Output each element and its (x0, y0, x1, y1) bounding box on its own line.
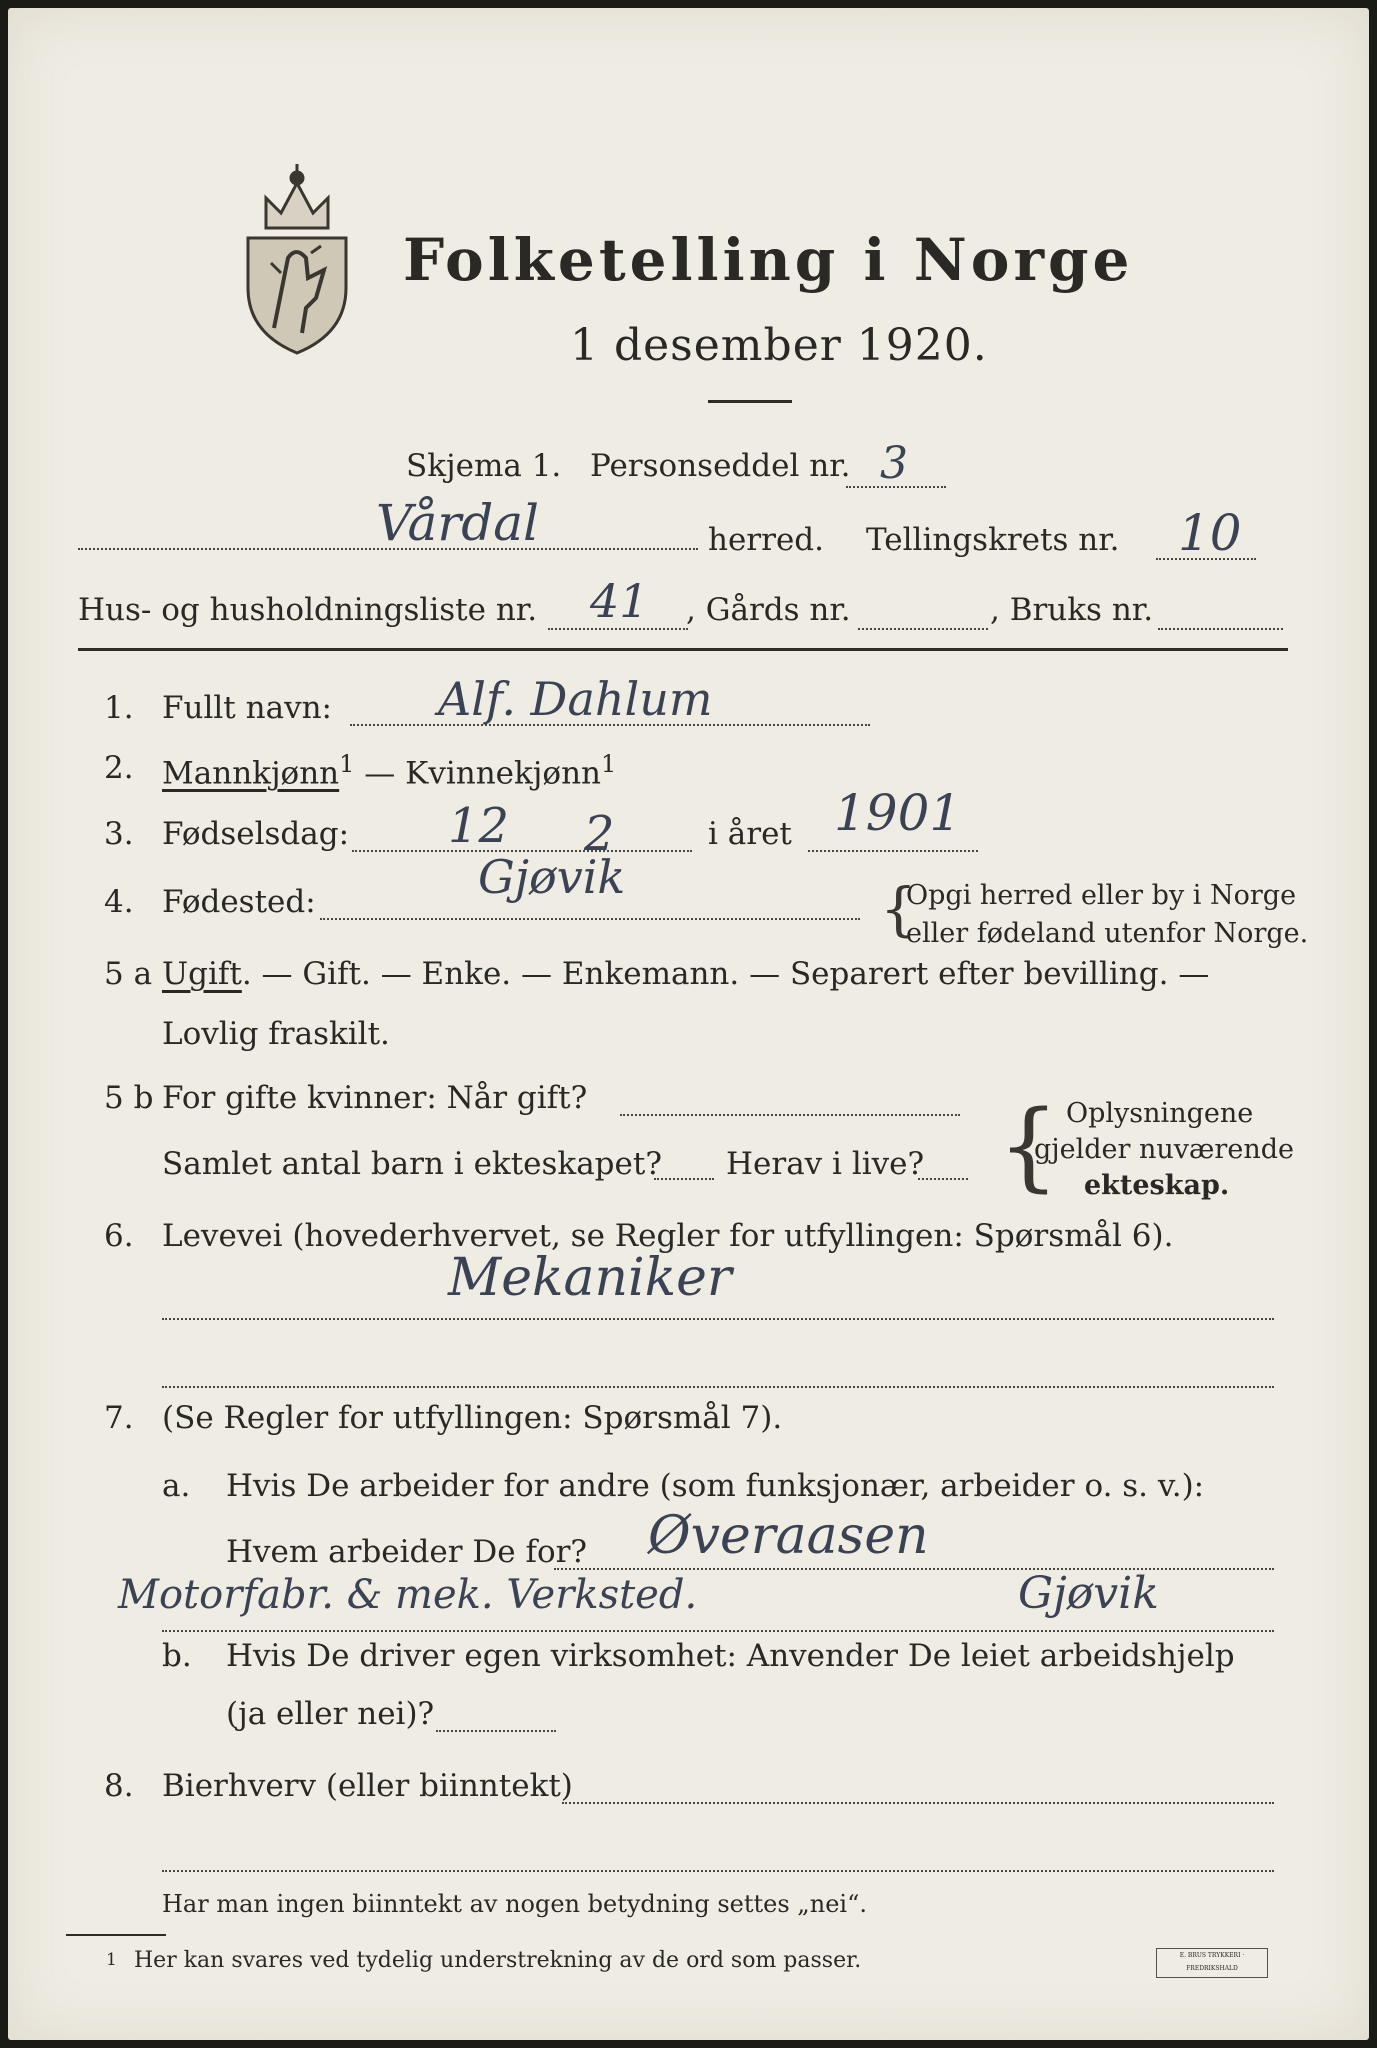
husliste-line (548, 628, 688, 630)
personseddel-label: Personseddel nr. (590, 448, 851, 484)
header-rule (78, 648, 1288, 651)
q8-line1 (562, 1802, 1274, 1804)
q6-number: 6. (104, 1218, 134, 1254)
q7-label: (Se Regler for utfyllingen: Spørsmål 7). (162, 1400, 783, 1436)
q7a-who-label: Hvem arbeider De for? (226, 1534, 588, 1570)
q8-number: 8. (104, 1768, 134, 1804)
q3-year-label: i året (708, 816, 792, 852)
q2-separator: — (354, 755, 406, 792)
q4-note-line1: Opgi herred eller by i Norge (906, 880, 1297, 911)
q5b-alive-line (918, 1178, 968, 1180)
q2-male-option: Mannkjønn (162, 755, 340, 792)
q5b-note-line2: gjelder nuværende (1034, 1134, 1294, 1165)
q2-female-option: Kvinnekjønn (405, 755, 602, 792)
title-divider (708, 400, 792, 403)
q8-note: Har man ingen biinntekt av nogen betydning settes „nei“. (162, 1890, 867, 1918)
q5a-line2: Lovlig fraskilt. (162, 1016, 390, 1052)
q6-occupation-value: Mekaniker (448, 1248, 732, 1308)
footnote-text: Her kan svares ved tydelig understrekning av de ord som passer. (134, 1948, 862, 1973)
q3-month-value: 2 (584, 806, 615, 862)
q3-label: Fødselsdag: (162, 816, 350, 852)
husliste-label: Hus- og husholdningsliste nr. (78, 592, 538, 628)
q1-number: 1. (104, 690, 134, 726)
coat-of-arms-icon (236, 158, 358, 358)
q5b-note-line1: Oplysningene (1066, 1098, 1254, 1129)
q5a-ugift-option: Ugift (162, 956, 242, 992)
tellingskrets-label: Tellingskrets nr. (866, 522, 1120, 558)
q5a-number: 5 a (104, 956, 153, 992)
footnote-mark: 1 (106, 1950, 117, 1970)
q5b-alive-label: Herav i live? (726, 1146, 925, 1182)
q2-male-footnote-mark: 1 (339, 750, 355, 778)
q5a-marital-options (162, 956, 1209, 992)
q2-female-footnote-mark: 1 (601, 750, 617, 778)
bruks-line (1158, 628, 1283, 630)
q3-number: 3. (104, 816, 134, 852)
personseddel-value: 3 (880, 438, 908, 489)
q7a-employer-detail-value: Motorfabr. & mek. Verksted. (118, 1572, 698, 1618)
q5b-when-married-label: For gifte kvinner: Når gift? (162, 1080, 588, 1116)
q4-note-brace: { (880, 875, 917, 943)
q8-line2 (162, 1870, 1274, 1872)
gards-label: , Gårds nr. (686, 592, 851, 628)
q5b-note-brace: { (998, 1090, 1060, 1202)
bruks-label: , Bruks nr. (990, 592, 1154, 628)
form-title: Folketelling i Norge (403, 226, 1134, 294)
q3-year-line (808, 850, 978, 852)
q3-day-value: 12 (448, 798, 510, 854)
q5b-number: 5 b (104, 1080, 154, 1116)
q5b-note-line3: ekteskap. (1084, 1170, 1230, 1201)
q5b-children-line (654, 1178, 714, 1180)
q7a-employer-value: Øveraasen (648, 1506, 929, 1566)
printer-stamp: E. BRUS TRYKKERI · FREDRIKSHALD (1156, 1948, 1268, 1978)
q2-number: 2. (104, 750, 134, 786)
q6-line2 (162, 1386, 1274, 1388)
q5a-other-options: . — Gift. — Enke. — Enkemann. — Separert efter bevilling. — (241, 956, 1210, 992)
q7-number: 7. (104, 1400, 134, 1436)
q7b-label: Hvis De driver egen virksomhet: Anvender De leiet arbeidshjelp (226, 1638, 1235, 1674)
q4-number: 4. (104, 884, 134, 920)
q5b-when-line (620, 1114, 960, 1116)
q7b-line (436, 1730, 556, 1732)
q4-line (320, 918, 860, 920)
q6-label: Levevei (hovederhvervet, se Regler for utfyllingen: Spørsmål 6). (162, 1218, 1174, 1254)
husliste-value: 41 (590, 574, 649, 628)
q7a-label: Hvis De arbeider for andre (som funksjonær, arbeider o. s. v.): (226, 1468, 1205, 1504)
census-form (8, 8, 1369, 2040)
q5b-children-label: Samlet antal barn i ekteskapet? (162, 1146, 662, 1182)
q1-label: Fullt navn: (162, 690, 332, 726)
q7a-number: a. (162, 1468, 191, 1504)
q7b-number: b. (162, 1638, 192, 1674)
q7a-employer-place-value: Gjøvik (1018, 1568, 1159, 1619)
q8-label: Bierhverv (eller biinntekt) (162, 1768, 573, 1804)
q3-year-value: 1901 (834, 784, 962, 842)
herred-label: herred. (708, 522, 824, 558)
footnote-rule (66, 1934, 166, 1936)
tellingskrets-value: 10 (1178, 504, 1242, 562)
skjema-label: Skjema 1. (406, 448, 562, 484)
q7a-who-line (554, 1568, 1274, 1570)
q1-full-name-value: Alf. Dahlum (438, 672, 713, 726)
q4-label: Fødested: (162, 884, 316, 920)
q4-birthplace-value: Gjøvik (478, 850, 626, 904)
q7a-line2 (162, 1630, 1274, 1632)
q7b-line2: (ja eller nei)? (226, 1696, 435, 1732)
q4-note-line2: eller fødeland utenfor Norge. (906, 918, 1309, 949)
herred-value: Vårdal (376, 494, 540, 552)
q2-gender-options (162, 750, 616, 791)
census-date: 1 desember 1920. (570, 320, 988, 371)
q6-line1 (162, 1318, 1274, 1320)
gards-line (858, 628, 988, 630)
